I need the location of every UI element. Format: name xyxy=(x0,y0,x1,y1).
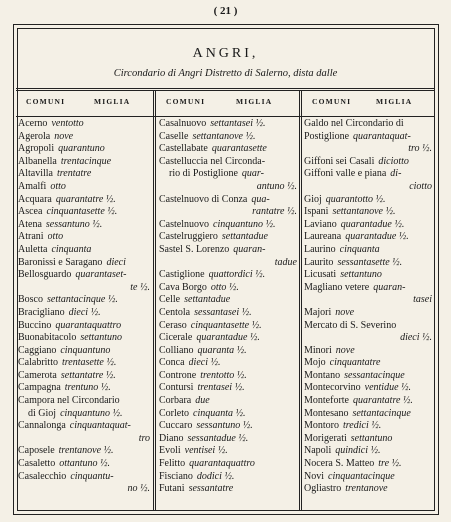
commune-entry xyxy=(304,433,434,446)
commune-entry xyxy=(18,118,152,131)
commune-entry xyxy=(159,244,299,257)
commune-name: Castiglione xyxy=(159,269,205,281)
commune-name: Celle xyxy=(159,294,181,306)
commune-distance: dieci ½. xyxy=(68,306,101,318)
table-headers xyxy=(16,97,436,113)
commune-entry xyxy=(159,269,299,282)
commune-entry xyxy=(18,370,152,383)
commune-name: Baronissi e Saragano xyxy=(18,256,103,268)
commune-distance: nove xyxy=(335,344,355,356)
commune-name: Napoli xyxy=(304,445,332,457)
commune-entry xyxy=(304,370,434,383)
commune-entry xyxy=(304,231,434,244)
commune-distance: quarantasette xyxy=(211,143,267,155)
commune-name: Caggiano xyxy=(18,344,57,356)
commune-distance: quarantatre ½. xyxy=(55,193,116,205)
commune-distance: quarantaset- xyxy=(75,269,127,281)
commune-distance: settantadue xyxy=(184,294,231,306)
commune-name: Ispani xyxy=(304,206,329,218)
commune-distance: cinquanta xyxy=(51,243,92,255)
commune-name: Montecorvino xyxy=(304,382,361,394)
commune-entry xyxy=(18,395,152,408)
commune-name: Caposele xyxy=(18,445,55,457)
commune-name: Caselle xyxy=(159,130,189,142)
entry-continuation: tro xyxy=(138,432,150,444)
commune-name: Magliano vetere xyxy=(304,281,370,293)
commune-distance: cinquanta xyxy=(339,243,380,255)
commune-distance: diciotto xyxy=(378,155,409,167)
entry-continuation: tro ½. xyxy=(408,143,432,155)
commune-entry xyxy=(159,219,299,232)
commune-entry xyxy=(18,458,152,471)
commune-distance: cinquantasette ½. xyxy=(46,206,118,218)
commune-name: Giffoni valle e piana xyxy=(304,168,387,180)
commune-name: Montano xyxy=(304,369,341,381)
commune-entry xyxy=(304,458,434,471)
commune-distance: ottantuno ½. xyxy=(59,458,111,470)
commune-name: Atrani xyxy=(18,231,44,243)
commune-distance: otto ½. xyxy=(210,281,239,293)
entry-continuation: ciotto xyxy=(409,180,432,192)
commune-entry xyxy=(159,483,299,496)
top-rule xyxy=(16,88,435,89)
commune-entry xyxy=(18,269,152,282)
commune-entry xyxy=(159,345,299,358)
commune-name: Calabritto xyxy=(18,357,58,369)
commune-entry xyxy=(18,231,152,244)
commune-entry xyxy=(304,420,434,433)
commune-entry xyxy=(18,332,152,345)
commune-distance: settantuno xyxy=(340,269,382,281)
commune-name: Majori xyxy=(304,306,332,318)
commune-name: Fisciano xyxy=(159,470,193,482)
commune-name: Castelnuovo di Conza xyxy=(159,193,248,205)
commune-entry xyxy=(304,244,434,257)
commune-distance: cinquantuno ½. xyxy=(60,407,123,419)
commune-entry xyxy=(159,168,299,181)
commune-entry xyxy=(159,307,299,320)
commune-name: Altavilla xyxy=(18,168,53,180)
commune-name: Ceraso xyxy=(159,319,187,331)
commune-entry xyxy=(304,206,434,219)
commune-name: Acerno xyxy=(18,118,48,129)
commune-name: Cicerale xyxy=(159,332,193,344)
commune-entry xyxy=(159,420,299,433)
commune-entry xyxy=(18,382,152,395)
header-miglia-2: MIGLIA xyxy=(236,97,273,106)
commune-entry xyxy=(18,420,152,433)
commune-name: Laurino xyxy=(304,243,336,255)
commune-entry xyxy=(18,320,152,333)
commune-name: Controne xyxy=(159,369,197,381)
commune-distance: settantasei ½. xyxy=(210,118,266,129)
entry-continuation: dieci ½. xyxy=(400,332,432,344)
commune-distance: due xyxy=(195,395,210,407)
commune-distance: settantadue xyxy=(221,231,268,243)
commune-name: Buccino xyxy=(18,319,52,331)
commune-distance: sessantatre xyxy=(188,483,234,495)
header-comuni-1: COMUNI xyxy=(26,97,66,106)
commune-entry xyxy=(18,219,152,232)
commune-entry xyxy=(18,143,152,156)
commune-name: Centola xyxy=(159,306,191,318)
commune-distance: settantacinque xyxy=(352,407,411,419)
commune-distance: dodici ½. xyxy=(196,470,235,482)
commune-distance: settantatre ½. xyxy=(60,369,116,381)
commune-distance: quarantadue ½. xyxy=(345,231,409,243)
commune-entry xyxy=(159,332,299,345)
commune-entry xyxy=(18,181,152,194)
commune-distance: cinquantatre xyxy=(329,357,381,369)
commune-distance: quaranta ½. xyxy=(197,344,247,356)
page-subtitle: Circondario di Angri Distretto di Salerno, dista dalle xyxy=(113,68,338,79)
commune-distance xyxy=(408,118,434,131)
commune-entry xyxy=(18,168,152,181)
commune-name: Diano xyxy=(159,432,184,444)
commune-distance: ventisei ½. xyxy=(184,445,228,457)
commune-distance: cinquantuno ½. xyxy=(213,218,276,230)
commune-name: Galdo nel Circondario di xyxy=(304,118,404,129)
commune-name: Castellabate xyxy=(159,143,208,155)
commune-distance: cinquantaquat- xyxy=(69,420,131,432)
commune-name: Auletta xyxy=(18,243,48,255)
commune-name: Morigerati xyxy=(304,432,347,444)
commune-entry xyxy=(159,231,299,244)
commune-entry xyxy=(304,445,434,458)
commune-name: di Gioj xyxy=(28,407,57,419)
commune-distance: quarantadue ½. xyxy=(340,218,405,230)
commune-entry xyxy=(304,118,434,131)
commune-distance: otto xyxy=(50,180,66,192)
commune-name: Montesano xyxy=(304,407,349,419)
commune-distance: nove xyxy=(54,130,74,142)
commune-name: Mojo xyxy=(304,357,326,369)
commune-distance: quaran- xyxy=(373,281,406,293)
column-separator-1 xyxy=(153,90,156,511)
commune-name: Castelnuovo xyxy=(159,218,209,230)
commune-name: Casaletto xyxy=(18,458,56,470)
commune-name: Castelruggiero xyxy=(159,231,218,243)
header-miglia-3: MIGLIA xyxy=(376,97,413,106)
commune-name: Camerota xyxy=(18,369,57,381)
commune-entry xyxy=(304,471,434,484)
top-rule-2 xyxy=(16,90,435,91)
commune-entry xyxy=(18,471,152,484)
commune-distance: tredici ½. xyxy=(343,420,382,432)
commune-entry xyxy=(304,382,434,395)
commune-name: Laurito xyxy=(304,256,334,268)
commune-name: Cuccaro xyxy=(159,420,193,432)
commune-distance: sessantuno ½. xyxy=(45,218,103,230)
commune-name: Campagna xyxy=(18,382,61,394)
commune-distance: cinquantu- xyxy=(70,470,114,482)
header-comuni-3: COMUNI xyxy=(312,97,352,106)
commune-distance: sessantasei ½. xyxy=(194,306,252,318)
commune-distance: sessantadue ½. xyxy=(187,432,249,444)
commune-distance: otto xyxy=(47,231,64,243)
commune-name: Futani xyxy=(159,483,185,495)
header-comuni-2: COMUNI xyxy=(166,97,206,106)
commune-distance: quarantaquattro xyxy=(55,319,122,331)
page-number: ( 21 ) xyxy=(213,5,238,17)
commune-entry xyxy=(18,206,152,219)
commune-name: Cava Borgo xyxy=(159,281,207,293)
commune-distance: trentotto ½. xyxy=(200,369,247,381)
commune-name: Monteforte xyxy=(304,395,349,407)
commune-entry xyxy=(18,131,152,144)
commune-distance: ventotto xyxy=(51,118,84,129)
commune-name: Corbara xyxy=(159,395,192,407)
commune-entry xyxy=(304,357,434,370)
commune-distance: nove xyxy=(335,306,355,318)
commune-entry xyxy=(18,357,152,370)
commune-distance: quarantaquat- xyxy=(353,130,411,142)
commune-distance xyxy=(269,156,299,169)
commune-distance: cinquantasette ½. xyxy=(190,319,262,331)
commune-distance: settantuno xyxy=(350,432,393,444)
commune-distance: settantacinque ½. xyxy=(47,294,118,306)
commune-entry xyxy=(304,131,434,144)
commune-entry xyxy=(159,282,299,295)
commune-distance: settantanove ½. xyxy=(192,130,256,142)
commune-distance: quarantuno xyxy=(58,143,105,155)
commune-entry xyxy=(304,307,434,320)
commune-distance: settantuno xyxy=(80,332,122,344)
commune-name: Mercato di S. Severino xyxy=(304,319,397,331)
commune-distance: ventidue ½. xyxy=(364,382,412,394)
commune-distance: cinquantuno xyxy=(60,344,111,356)
entry-continuation: tasei xyxy=(413,294,432,306)
commune-entry xyxy=(304,194,434,207)
commune-name: Conca xyxy=(159,357,185,369)
commune-name: Nocera S. Matteo xyxy=(304,458,375,470)
entry-continuation: rantatre ½. xyxy=(252,206,297,218)
commune-entry xyxy=(159,131,299,144)
commune-entry xyxy=(18,345,152,358)
commune-name: Sastel S. Lorenzo xyxy=(159,243,230,255)
commune-distance: dieci ½. xyxy=(188,357,221,369)
commune-entry xyxy=(159,118,299,131)
commune-distance: quarantotto ½. xyxy=(325,193,386,205)
commune-entry xyxy=(159,320,299,333)
commune-distance: trentasei ½. xyxy=(197,382,245,394)
commune-name: Ogliastro xyxy=(304,483,342,495)
commune-entry xyxy=(159,382,299,395)
commune-name: Agerola xyxy=(18,130,51,142)
commune-name: rio di Postiglione xyxy=(169,168,238,180)
commune-entry xyxy=(159,395,299,408)
commune-entry xyxy=(304,156,434,169)
commune-distance: quindici ½. xyxy=(335,445,381,457)
commune-entry xyxy=(159,370,299,383)
commune-distance: sessantacinque xyxy=(344,369,405,381)
commune-name: Montoro xyxy=(304,420,339,432)
commune-entry xyxy=(159,294,299,307)
commune-distance: quarantatre ½. xyxy=(353,395,413,407)
commune-entry xyxy=(304,269,434,282)
commune-distance: qua- xyxy=(251,193,270,205)
commune-distance: trentasette ½. xyxy=(62,357,117,369)
commune-name: Atena xyxy=(18,218,42,230)
commune-distance: trentatre xyxy=(57,168,92,180)
header-rule xyxy=(16,116,435,117)
entry-continuation: antuno ½. xyxy=(256,180,297,192)
column-3 xyxy=(304,118,434,496)
commune-name: Gioj xyxy=(304,193,322,205)
commune-name: Acquara xyxy=(18,193,52,205)
commune-distance xyxy=(124,395,152,408)
commune-name: Licusati xyxy=(304,269,337,281)
commune-distance: sessantuno ½. xyxy=(196,420,253,432)
commune-name: Contursi xyxy=(159,382,194,394)
commune-distance: quarantaquattro xyxy=(189,458,255,470)
commune-entry xyxy=(304,408,434,421)
commune-entry xyxy=(159,445,299,458)
commune-entry xyxy=(304,395,434,408)
commune-entry xyxy=(18,194,152,207)
commune-entry xyxy=(159,458,299,471)
commune-distance: trentuno ½. xyxy=(64,382,111,394)
commune-name: Albanella xyxy=(18,155,57,167)
commune-entry xyxy=(304,219,434,232)
entry-continuation: te ½. xyxy=(130,281,150,293)
commune-distance: dieci xyxy=(106,256,126,268)
commune-name: Bellosguardo xyxy=(18,269,72,281)
commune-distance: quattordici ½. xyxy=(208,269,266,281)
commune-distance: trentanove xyxy=(345,483,388,495)
commune-name: Felitto xyxy=(159,458,186,470)
commune-distance: cinquantacinque xyxy=(328,470,395,482)
entry-continuation: tadue xyxy=(274,256,297,268)
commune-distance: quaran- xyxy=(233,243,266,255)
commune-name: Agropoli xyxy=(18,143,55,155)
commune-name: Colliano xyxy=(159,344,194,356)
commune-distance: quarantadue ½. xyxy=(196,332,260,344)
commune-entry xyxy=(18,445,152,458)
commune-distance: sessantasette ½. xyxy=(337,256,403,268)
commune-name: Giffoni sei Casali xyxy=(304,155,375,167)
commune-name: Corleto xyxy=(159,407,189,419)
commune-distance: cinquanta ½. xyxy=(193,407,246,419)
commune-entry xyxy=(159,357,299,370)
commune-name: Postiglione xyxy=(304,130,350,142)
commune-entry xyxy=(18,244,152,257)
commune-entry xyxy=(18,408,152,421)
commune-distance: tre ½. xyxy=(378,458,402,470)
commune-name: Evoli xyxy=(159,445,181,457)
commune-distance: di- xyxy=(390,168,402,180)
commune-name: Cannalonga xyxy=(18,420,66,432)
commune-name: Buonabitacolo xyxy=(18,332,77,344)
commune-entry xyxy=(18,257,152,270)
commune-entry xyxy=(159,156,299,169)
commune-entry xyxy=(304,282,434,295)
commune-distance xyxy=(400,320,434,333)
commune-name: Novi xyxy=(304,470,324,482)
commune-entry xyxy=(304,483,434,496)
commune-name: Casalecchio xyxy=(18,470,67,482)
commune-name: Campora nel Circondario xyxy=(18,395,120,407)
commune-entry xyxy=(304,257,434,270)
commune-entry xyxy=(159,471,299,484)
commune-name: Amalfi xyxy=(18,180,47,192)
column-1 xyxy=(18,118,152,496)
commune-name: Castelluccia nel Circonda- xyxy=(159,155,266,167)
commune-entry xyxy=(159,433,299,446)
commune-distance: trentanove ½. xyxy=(58,445,114,457)
page-title: ANGRI, xyxy=(192,46,259,61)
commune-entry xyxy=(18,156,152,169)
commune-name: Casalnuovo xyxy=(159,118,207,129)
commune-name: Ascea xyxy=(18,206,43,218)
commune-name: Minori xyxy=(304,344,332,356)
commune-name: Laureana xyxy=(304,231,342,243)
commune-distance: trentacinque xyxy=(60,155,112,167)
commune-entry xyxy=(18,307,152,320)
commune-entry xyxy=(304,345,434,358)
commune-name: Laviano xyxy=(304,218,337,230)
commune-entry xyxy=(159,143,299,156)
commune-entry xyxy=(18,294,152,307)
entry-continuation: no ½. xyxy=(127,483,150,495)
column-2 xyxy=(159,118,299,496)
commune-entry xyxy=(304,168,434,181)
commune-entry xyxy=(159,194,299,207)
commune-distance: settantanove ½. xyxy=(332,206,396,218)
commune-distance: quar- xyxy=(241,168,264,180)
header-miglia-1: MIGLIA xyxy=(94,97,131,106)
column-separator-2 xyxy=(299,90,302,511)
commune-name: Bosco xyxy=(18,294,43,306)
commune-name: Bracigliano xyxy=(18,306,65,318)
commune-entry xyxy=(159,408,299,421)
commune-entry xyxy=(304,320,434,333)
